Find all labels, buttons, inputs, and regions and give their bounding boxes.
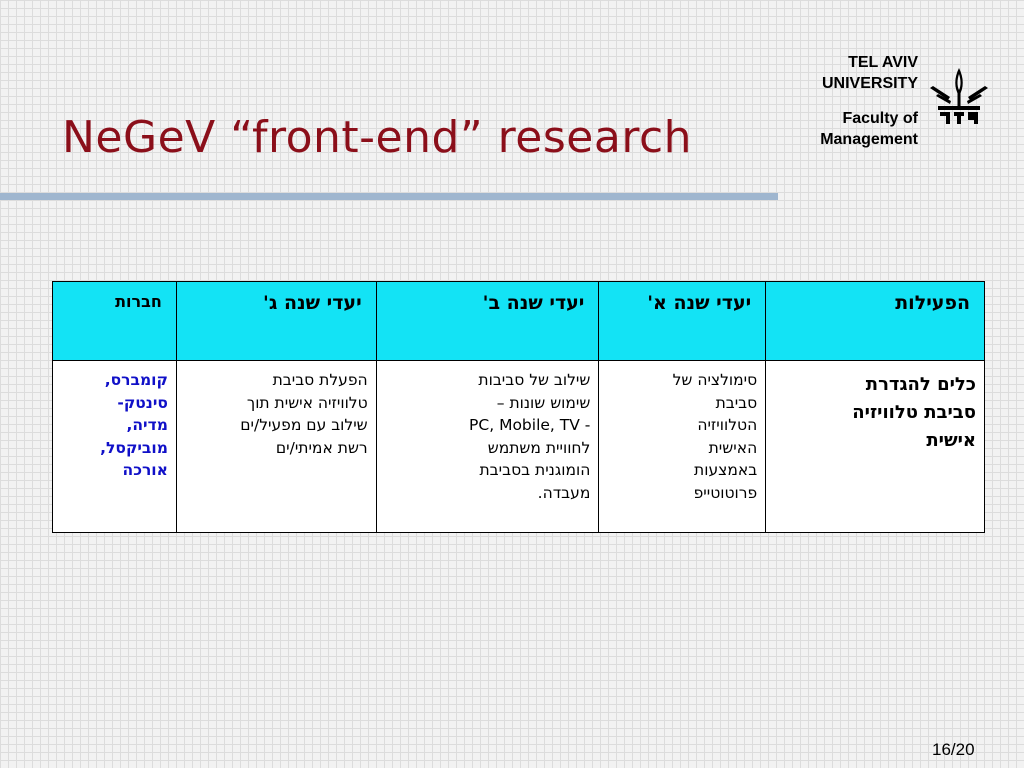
- cell-year3: [176, 361, 376, 533]
- cell-activity: [766, 361, 985, 533]
- university-name-line2: UNIVERSITY: [821, 75, 918, 92]
- text-line: האישית: [708, 438, 758, 457]
- text-line: הטלוויזיה: [697, 416, 758, 434]
- text-line: פרוטוטייפ: [693, 483, 758, 502]
- cell-year1: [599, 361, 766, 533]
- slide-title: NeGeV “front-end” research: [62, 112, 693, 163]
- goals-table: [52, 281, 985, 533]
- table-row: [53, 361, 985, 533]
- text-line: שימוש שונות –: [496, 393, 591, 412]
- text-line: מעבדה.: [537, 483, 591, 502]
- text-line: הפעלת סביבת: [272, 371, 368, 389]
- university-block: [738, 52, 918, 150]
- page-number: 16/20: [932, 740, 975, 759]
- text-line: כלים להגדרת: [865, 374, 976, 395]
- text-line: שילוב עם מפעיל/ים: [240, 416, 368, 434]
- company-line: אורכה: [122, 461, 168, 479]
- text-line: סביבת: [715, 393, 758, 412]
- text-line: סביבת טלוויזיה: [852, 402, 976, 423]
- title-divider: [0, 193, 778, 200]
- company-line: סינטק-: [117, 393, 168, 412]
- text-line: לחוויית משתמש: [487, 438, 591, 457]
- header-activity: הפעילות: [766, 282, 985, 361]
- text-line: הומוגנית בסביבת: [479, 461, 591, 479]
- header-year1: יעדי שנה א': [599, 282, 766, 361]
- text-line: אישית: [926, 430, 976, 451]
- company-line: מדיה,: [126, 416, 168, 434]
- header-companies: חברות: [53, 282, 177, 361]
- text-line: באמצעות: [694, 461, 758, 479]
- cell-companies: [53, 361, 177, 533]
- text-line: טלוויזיה אישית תוך: [246, 393, 368, 412]
- header-year2: יעדי שנה ב': [376, 282, 599, 361]
- faculty-line2: Management: [820, 131, 918, 148]
- text-line: - PC, Mobile, TV: [469, 416, 591, 434]
- faculty-line1: Faculty of: [842, 110, 918, 127]
- company-line: מוביקסל,: [100, 438, 168, 457]
- university-logo-icon: [928, 66, 990, 128]
- text-line: רשת אמיתי/ים: [275, 438, 368, 457]
- company-line: קומברס,: [104, 371, 168, 389]
- university-name-line1: TEL AVIV: [848, 54, 918, 71]
- table-header-row: [53, 282, 985, 361]
- cell-year2: [376, 361, 599, 533]
- header-year3: יעדי שנה ג': [176, 282, 376, 361]
- text-line: סימולציה של: [672, 371, 758, 389]
- text-line: שילוב של סביבות: [478, 371, 591, 389]
